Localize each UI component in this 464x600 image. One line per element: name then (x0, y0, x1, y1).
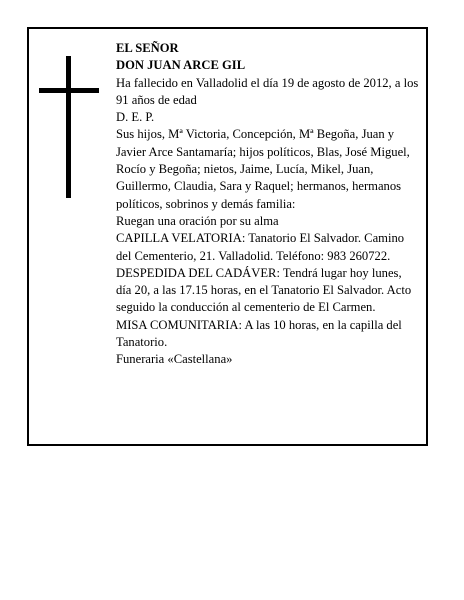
deceased-name: DON JUAN ARCE GIL (116, 58, 246, 73)
death-statement: Ha fallecido en Valladolid el día 19 de agosto de 2012, a los 91 años de edad (116, 75, 419, 107)
latin-cross-icon (39, 56, 99, 198)
rip-text: D. E. P. (116, 110, 155, 125)
farewell-info: DESPEDIDA DEL CADÁVER: Tendrá lugar hoy lunes, día 20, a las 17.15 horas, en el Tanatorio El Salvador. Acto seguido la conducción al cementerio de El Carmen. (116, 265, 412, 315)
cross-horizontal-bar (39, 88, 99, 93)
obituary-notice (27, 27, 428, 446)
prayer-request: Ruegan una oración por su alma (116, 213, 279, 228)
cross-vertical-bar (66, 56, 71, 198)
wake-info: CAPILLA VELATORIA: Tanatorio El Salvador. Camino del Cementerio, 21. Valladolid. Teléfono: 983 260722. (116, 231, 405, 263)
funeral-home: Funeraria «Castellana» (116, 352, 233, 367)
notice-text (116, 40, 420, 369)
notice-heading: EL SEÑOR (116, 41, 179, 55)
mass-info: MISA COMUNITARIA: A las 10 horas, en la capilla del Tanatorio. (116, 317, 402, 350)
family-list: Sus hijos, Mª Victoria, Concepción, Mª Begoña, Juan y Javier Arce Santamaría; hijos políticos, Blas, José Miguel, Rocío y Begoña; nietos, Jaime, Lucía, Mikel, Juan, Guillermo, Claudia, Sara y Raquel; hermanos, hermanos políticos, sobrinos y demás familia: (116, 127, 410, 211)
